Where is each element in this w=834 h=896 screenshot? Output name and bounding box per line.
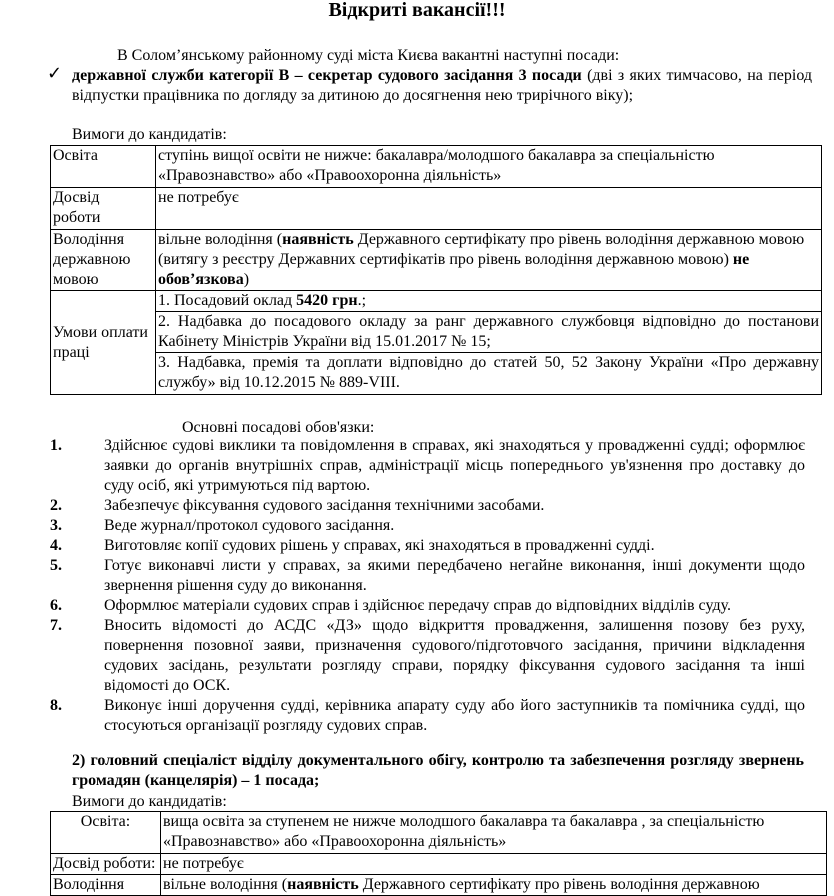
- education-label: Освіта:: [51, 812, 161, 854]
- list-item: [50, 496, 805, 516]
- checkmark-icon: ✓: [47, 63, 63, 84]
- language-label: Володіння державною мовою: [51, 230, 156, 291]
- education-label: Освіта: [51, 146, 156, 188]
- duties-title: Основні посадові обов'язки:: [182, 419, 375, 436]
- list-item-number: 1.: [50, 437, 62, 454]
- list-item-text: Вносить відомості до АСДС «ДЗ» щодо відкриття провадження, залишення позову без руху, повернення позовної заяви, призначення судового/підготовчого засідання, причини відкладення судових засідань, результати розгляду справи, порядку фіксування судового засідання та інші відомості до ОСК.: [104, 617, 805, 694]
- table-row: [51, 230, 822, 291]
- table-row: [51, 854, 827, 875]
- pay-value: [156, 291, 822, 395]
- experience-label: Досвід роботи:: [51, 854, 161, 875]
- list-item-number: 4.: [50, 537, 62, 554]
- list-item-number: 7.: [50, 617, 62, 634]
- table-row: [51, 812, 827, 854]
- education-value: вища освіта за ступенем не нижче молодшого бакалавра та бакалавра , за спеціальністю «Правознавство» або «Правоохоронна діяльність»: [161, 812, 827, 854]
- list-item-text: Веде журнал/протокол судового засідання.: [104, 517, 395, 534]
- experience-value: не потребує: [156, 188, 822, 230]
- language-label: Володіння: [51, 875, 161, 896]
- pay-item-2: 2. Надбавка до посадового окладу за ранг державного службовця відповідно до постанови Кабінету Міністрів України від 15.01.2017 № 15;: [156, 312, 821, 353]
- pay-text: .;: [357, 292, 367, 309]
- pay-amount: 5420 грн: [296, 292, 358, 309]
- education-value: ступінь вищої освіти не нижче: бакалавра/молодшого бакалавра за спеціальністю «Правознавство» або «Правоохоронна діяльність»: [156, 146, 822, 188]
- list-item-number: 6.: [50, 597, 62, 614]
- language-text: ): [243, 271, 250, 288]
- list-item: [50, 616, 805, 696]
- vacancy-2-title: 2) головний спеціаліст відділу документального обігу, контролю та забезпечення розгляду звернень громадян (канцелярія) – 1 посада;: [72, 752, 804, 789]
- list-item-text: Здійснює судові виклики та повідомлення в справах, які знаходяться у провадженні судді; оформлює заявки до органів внутрішніх справ, адміністрації місць попереднього ув'язнення про доставку до суду осіб, які утримуються під вартою.: [104, 437, 805, 494]
- list-item: [50, 556, 805, 596]
- list-item-number: 8.: [50, 697, 62, 714]
- language-text: Державного сертифікату про рівень володіння державною: [358, 876, 760, 893]
- language-text: вільне володіння (: [163, 876, 288, 893]
- list-item-text: Оформлює матеріали судових справ і здійснює передачу справ до відповідних відділів суду.: [104, 597, 731, 614]
- table-row: [51, 291, 822, 395]
- pay-item-3: 3. Надбавка, премія та доплати відповідно до статей 50, 52 Закону України «Про державну службу» від 10.12.2015 № 889-VIII.: [158, 354, 819, 391]
- table-row: [51, 188, 822, 230]
- list-item-text: Виготовляє копії судових рішень у справах, які знаходяться в провадженні судді.: [104, 537, 655, 554]
- language-bold: не обов’язкова: [158, 251, 750, 288]
- language-text: Державного сертифікату про рівень володіння державною мовою (витягу з реєстру Державних сертифікатів про рівень володіння державною мовою): [158, 231, 805, 268]
- list-item-number: 5.: [50, 557, 62, 574]
- page-title: Відкриті вакансії!!!: [328, 0, 506, 21]
- language-value: [161, 875, 827, 896]
- list-item-number: 3.: [50, 517, 62, 534]
- pay-label: Умови оплати праці: [51, 291, 156, 395]
- table-row: [51, 146, 822, 188]
- list-item: [50, 596, 805, 616]
- list-item-text: Виконує інші доручення судді, керівника апарату суду або його заступників та помічника судді, що стосуються організації розгляду судових справ.: [104, 697, 805, 734]
- language-bold: наявність: [287, 876, 359, 893]
- language-bold: наявність: [282, 231, 354, 248]
- vacancy-1-title: державної служби категорії В – секретар судового засідання 3 посади: [72, 67, 582, 84]
- requirements-table-1: [50, 145, 822, 395]
- pay-item-1: [156, 291, 821, 312]
- experience-label: Досвід роботи: [51, 188, 156, 230]
- duties-list: [50, 436, 805, 736]
- experience-value: не потребує: [161, 854, 827, 875]
- list-item-number: 2.: [50, 497, 62, 514]
- list-item-text: Забезпечує фіксування судового засідання технічними засобами.: [104, 497, 545, 514]
- table-row: [51, 875, 827, 896]
- requirements-table-2: [50, 811, 827, 896]
- requirements-label-1: Вимоги до кандидатів:: [72, 126, 227, 143]
- list-item: [50, 696, 805, 736]
- requirements-label-2: Вимоги до кандидатів:: [72, 793, 227, 810]
- vacancy-1-note: (дві з яких тимчасово, на період відпустки працівника по догляду за дитиною до досягнення нею трирічного віку);: [72, 67, 813, 104]
- intro-text: В Солом’янському районному суді міста Києва вакантні наступні посади:: [117, 47, 620, 64]
- list-item: [50, 516, 805, 536]
- language-text: вільне володіння (: [158, 231, 283, 248]
- language-value: [156, 230, 822, 291]
- list-item-text: Готує виконавчі листи у справах, за якими передбачено негайне виконання, інші документи щодо звернення рішення суду до виконання.: [104, 557, 805, 594]
- list-item: [50, 436, 805, 496]
- vacancy-1: [72, 66, 812, 106]
- pay-text: 1. Посадовий оклад: [158, 292, 297, 309]
- list-item: [50, 536, 805, 556]
